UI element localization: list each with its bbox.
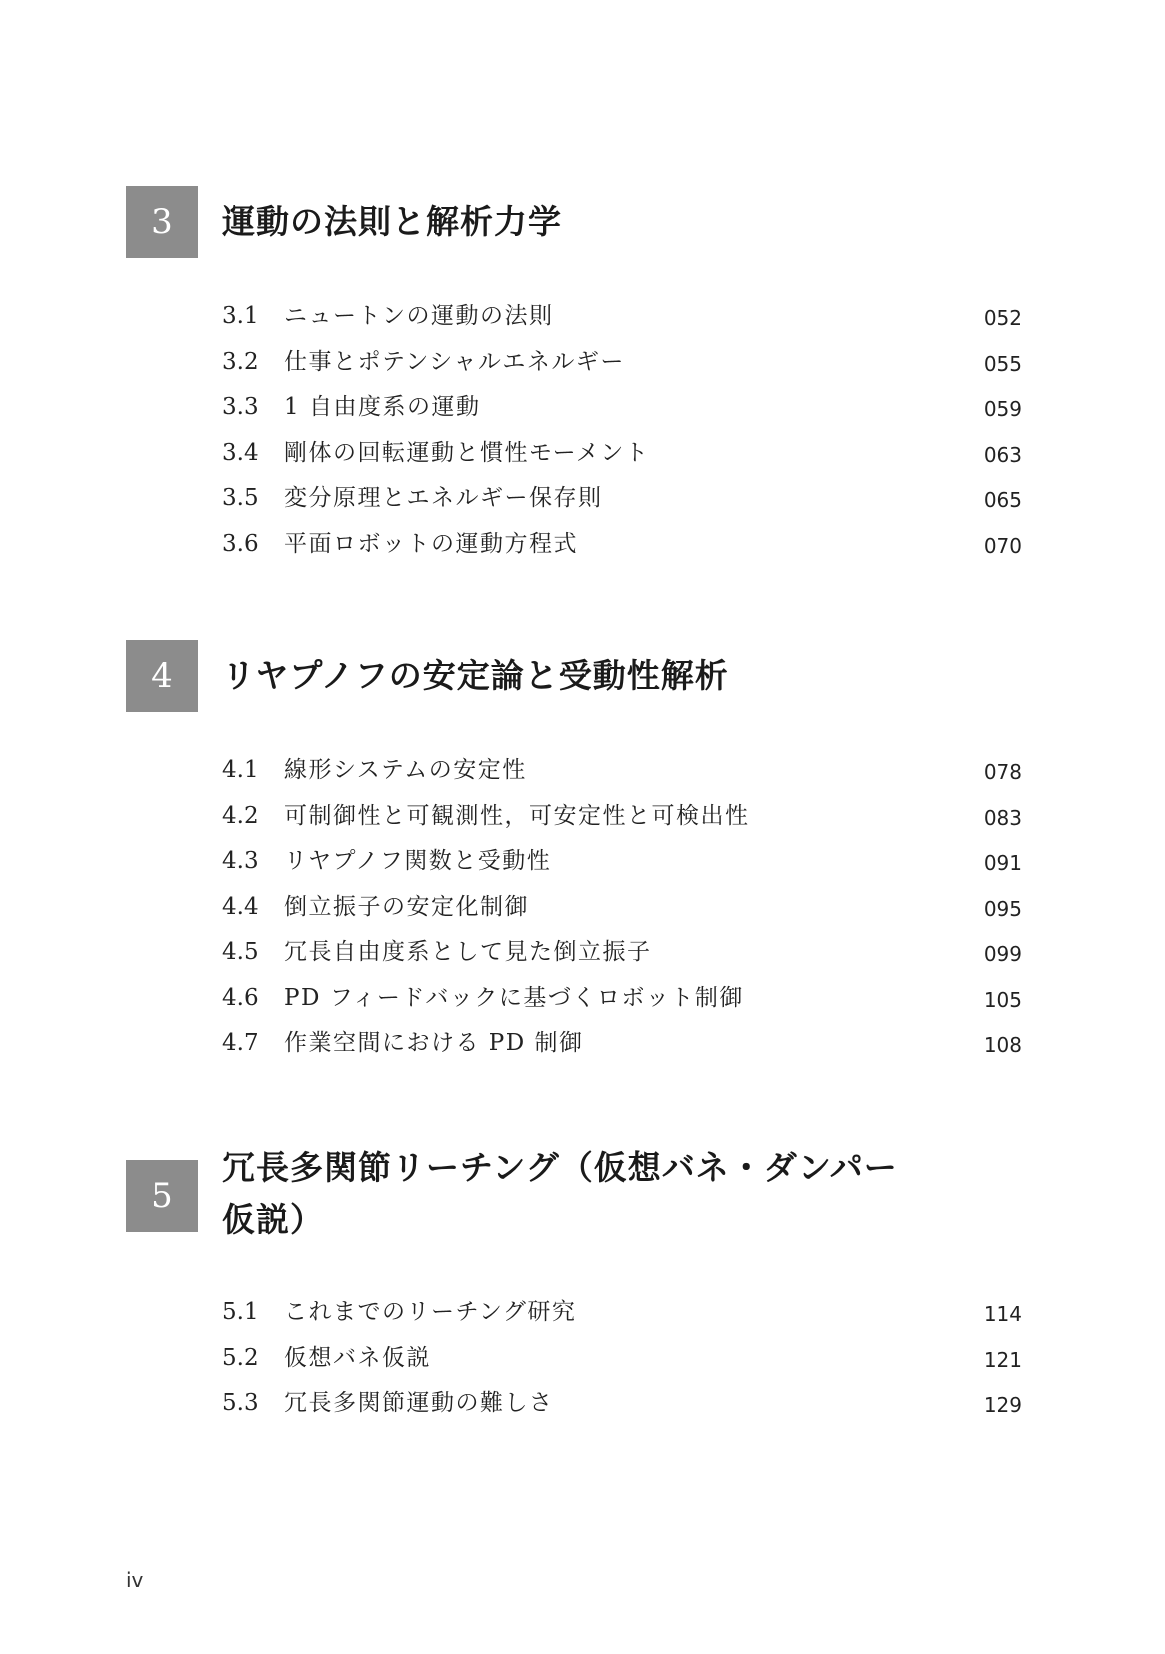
section-title: 線形システムの安定性 bbox=[284, 757, 527, 783]
section-list bbox=[222, 298, 1022, 571]
toc-entry[interactable] bbox=[222, 980, 1022, 1026]
toc-entry[interactable] bbox=[222, 752, 1022, 798]
page-number: 099 bbox=[983, 942, 1022, 966]
section-number: 4.5 bbox=[222, 939, 259, 965]
section-number: 4.1 bbox=[222, 757, 259, 783]
section-title: 作業空間における PD 制御 bbox=[284, 1030, 584, 1056]
section-number: 4.2 bbox=[222, 802, 259, 829]
page-number: 121 bbox=[983, 1347, 1022, 1372]
section-number: 5.1 bbox=[222, 1299, 259, 1325]
section-number: 3.5 bbox=[222, 485, 259, 511]
section-title: これまでのリーチング研究 bbox=[284, 1299, 577, 1325]
section-number: 3.3 bbox=[222, 394, 259, 420]
chapter-heading bbox=[0, 1148, 1165, 1239]
section-title: 冗長多関節運動の難しさ bbox=[284, 1390, 554, 1416]
section-number: 4.4 bbox=[222, 893, 259, 920]
toc-entry[interactable] bbox=[222, 435, 1022, 481]
page-number: 129 bbox=[983, 1393, 1022, 1417]
section-title: 1 自由度系の運動 bbox=[284, 394, 481, 420]
section-title: 仕事とポテンシャルエネルギー bbox=[284, 348, 625, 375]
section-title: リヤプノフ関数と受動性 bbox=[284, 848, 552, 874]
section-number: 5.3 bbox=[222, 1390, 259, 1416]
toc-entry[interactable] bbox=[222, 1025, 1022, 1071]
chapter-title[interactable]: 運動の法則と解析力学 bbox=[222, 202, 562, 241]
page-number: 083 bbox=[983, 805, 1022, 830]
toc-entry[interactable] bbox=[222, 1340, 1022, 1386]
chapter-title[interactable] bbox=[222, 1142, 942, 1246]
toc-entry[interactable] bbox=[222, 934, 1022, 980]
page-number: 059 bbox=[983, 397, 1022, 421]
section-title: ニュートンの運動の法則 bbox=[284, 303, 554, 329]
chapter-number-box: 5 bbox=[126, 1160, 198, 1232]
chapter-5 bbox=[0, 1148, 1165, 1417]
chapter-4 bbox=[0, 640, 1165, 1057]
section-number: 3.1 bbox=[222, 303, 259, 329]
section-title: PD フィードバックに基づくロボット制御 bbox=[284, 984, 744, 1011]
chapter-heading bbox=[0, 186, 1165, 262]
toc-entry[interactable] bbox=[222, 889, 1022, 935]
page-number: 108 bbox=[983, 1033, 1022, 1057]
toc-entry[interactable] bbox=[222, 798, 1022, 844]
section-list bbox=[222, 752, 1022, 1071]
page-number: 095 bbox=[983, 896, 1022, 921]
chapter-title-line: 仮説） bbox=[222, 1200, 324, 1239]
chapter-heading bbox=[0, 640, 1165, 716]
section-list bbox=[222, 1294, 1022, 1431]
toc-entry[interactable] bbox=[222, 389, 1022, 435]
section-number: 4.6 bbox=[222, 984, 259, 1011]
page-number: 114 bbox=[983, 1302, 1022, 1326]
section-number: 3.6 bbox=[222, 530, 259, 557]
page-folio: iv bbox=[126, 1568, 144, 1592]
page-number: 052 bbox=[983, 306, 1022, 330]
section-title: 平面ロボットの運動方程式 bbox=[284, 530, 578, 557]
section-title: 冗長自由度系として見た倒立振子 bbox=[284, 939, 652, 965]
section-number: 3.2 bbox=[222, 348, 259, 375]
page-number: 070 bbox=[983, 533, 1022, 558]
toc-entry[interactable] bbox=[222, 344, 1022, 390]
page-number: 078 bbox=[983, 760, 1022, 784]
toc-entry[interactable] bbox=[222, 843, 1022, 889]
section-number: 4.7 bbox=[222, 1030, 259, 1056]
toc-entry[interactable] bbox=[222, 1294, 1022, 1340]
toc-entry[interactable] bbox=[222, 480, 1022, 526]
chapter-3 bbox=[0, 186, 1165, 558]
section-title: 変分原理とエネルギー保存則 bbox=[284, 485, 603, 511]
page-number: 091 bbox=[983, 851, 1022, 875]
chapter-number-box: 3 bbox=[126, 186, 198, 258]
page-number: 065 bbox=[983, 488, 1022, 512]
section-number: 5.2 bbox=[222, 1344, 259, 1371]
section-title: 可制御性と可観測性，可安定性と可検出性 bbox=[284, 802, 750, 829]
page-number: 063 bbox=[983, 442, 1022, 467]
toc-entry[interactable] bbox=[222, 526, 1022, 572]
chapter-number-box: 4 bbox=[126, 640, 198, 712]
page-number: 105 bbox=[983, 987, 1022, 1012]
chapter-title[interactable]: リヤプノフの安定論と受動性解析 bbox=[222, 656, 729, 695]
section-title: 仮想バネ仮説 bbox=[284, 1344, 431, 1371]
section-number: 3.4 bbox=[222, 439, 259, 466]
page-number: 055 bbox=[983, 351, 1022, 376]
toc-entry[interactable] bbox=[222, 1385, 1022, 1431]
toc-entry[interactable] bbox=[222, 298, 1022, 344]
section-number: 4.3 bbox=[222, 848, 259, 874]
chapter-title-line: 冗長多関節リーチング（仮想バネ・ダンパー bbox=[222, 1148, 898, 1187]
section-title: 剛体の回転運動と慣性モーメント bbox=[284, 439, 650, 466]
section-title: 倒立振子の安定化制御 bbox=[284, 893, 529, 920]
